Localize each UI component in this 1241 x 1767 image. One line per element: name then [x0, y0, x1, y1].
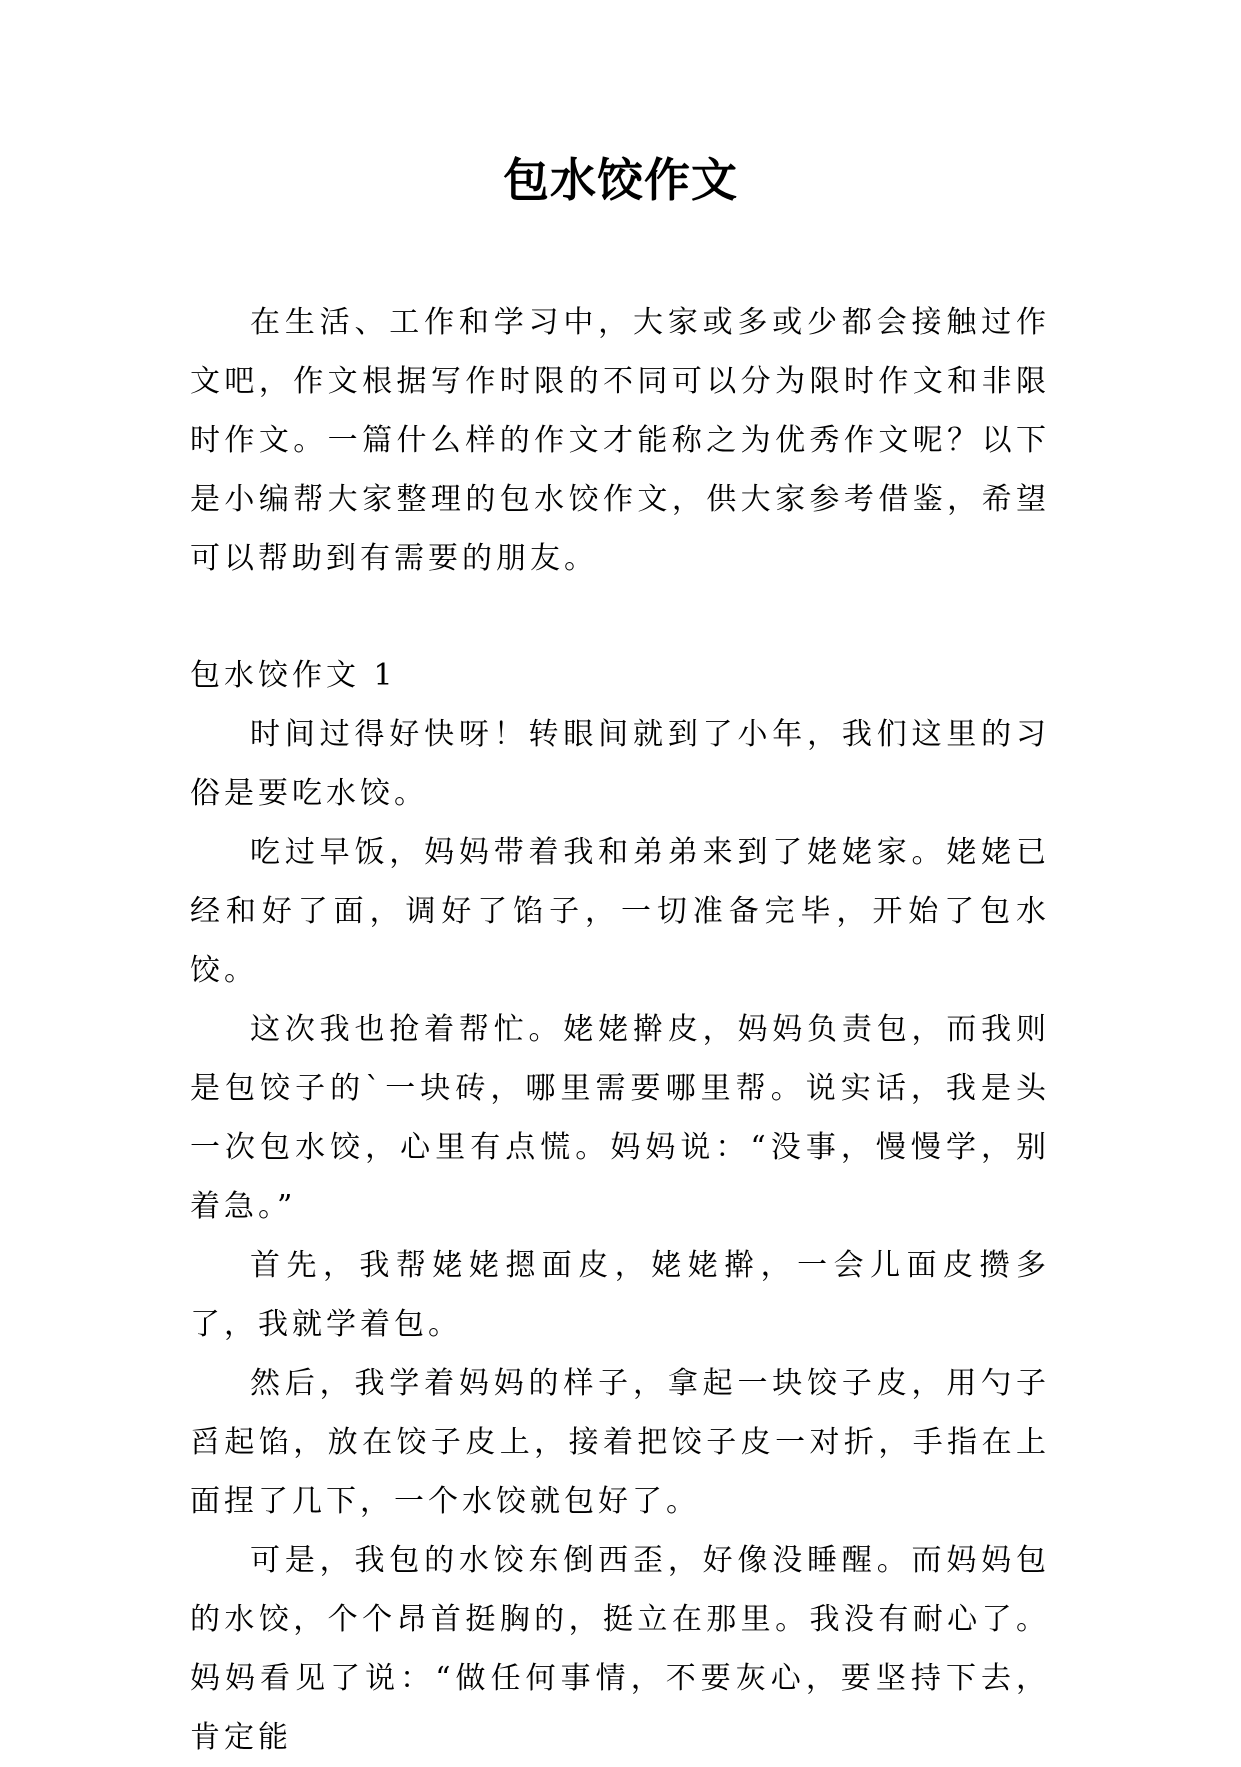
body-paragraph: 首先，我帮姥姥摁面皮，姥姥擀，一会儿面皮攒多了，我就学着包。	[190, 1248, 1050, 1342]
section-heading: 包水饺作文 1	[190, 658, 397, 693]
body-paragraph: 这次我也抢着帮忙。姥姥擀皮，妈妈负责包，而我则是包饺子的`一块砖，哪里需要哪里帮。说实话，我是头一次包水饺，心里有点慌。妈妈说：“没事，慢慢学，别着急。”	[190, 1012, 1050, 1224]
body-paragraph: 然后，我学着妈妈的样子，拿起一块饺子皮，用勺子舀起馅，放在饺子皮上，接着把饺子皮一对折，手指在上面捏了几下，一个水饺就包好了。	[190, 1366, 1050, 1519]
document-body	[190, 293, 1050, 1767]
intro-paragraph: 在生活、工作和学习中，大家或多或少都会接触过作文吧，作文根据写作时限的不同可以分为限时作文和非限时作文。一篇什么样的作文才能称之为优秀作文呢？以下是小编帮大家整理的包水饺作文，供大家参考借鉴，希望可以帮助到有需要的朋友。	[190, 305, 1050, 576]
document-title: 包水饺作文	[503, 153, 738, 207]
body-paragraph: 吃过早饭，妈妈带着我和弟弟来到了姥姥家。姥姥已经和好了面，调好了馅子，一切准备完毕，开始了包水饺。	[190, 835, 1050, 988]
body-paragraph: 时间过得好快呀！转眼间就到了小年，我们这里的习俗是要吃水饺。	[190, 717, 1050, 811]
body-paragraph: 可是，我包的水饺东倒西歪，好像没睡醒。而妈妈包的水饺，个个昂首挺胸的，挺立在那里。我没有耐心了。妈妈看见了说：“做任何事情，不要灰心，要坚持下去，肯定能	[190, 1543, 1050, 1755]
